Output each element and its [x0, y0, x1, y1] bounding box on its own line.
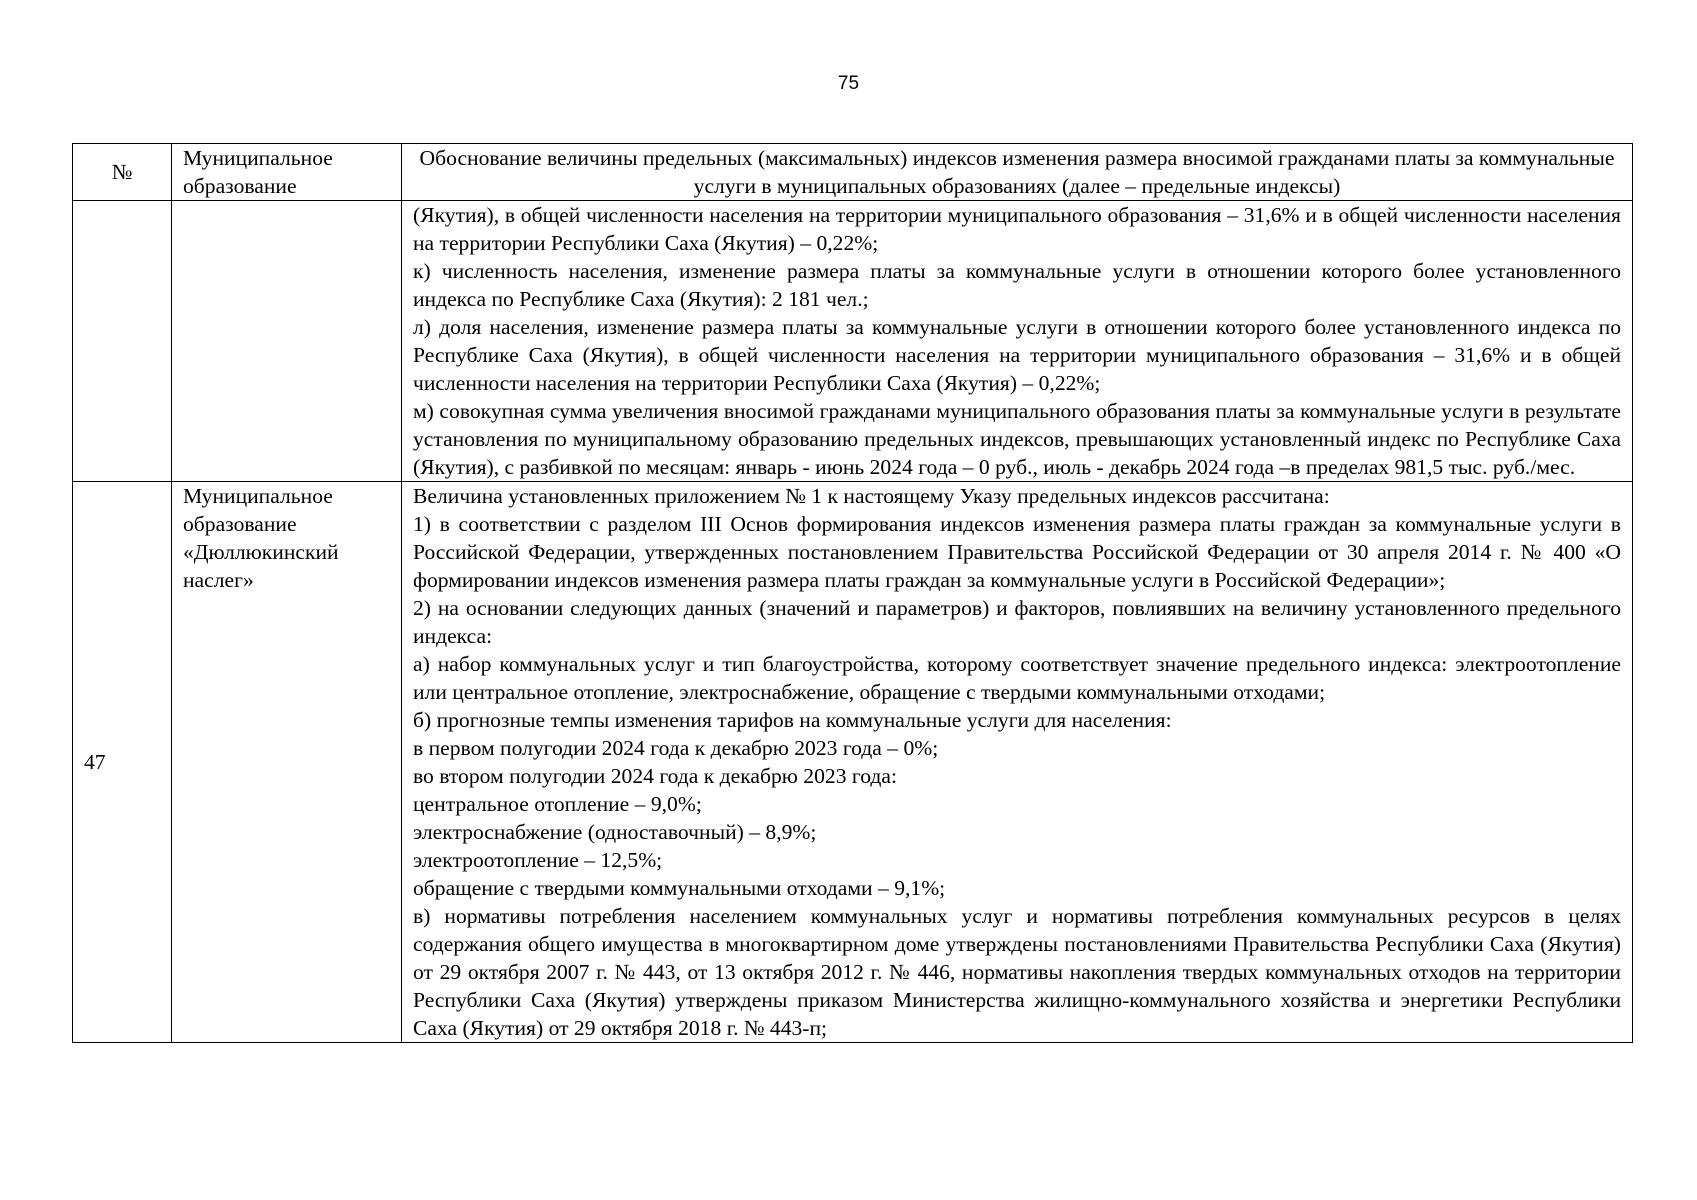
paragraph: м) совокупная сумма увеличения вносимой гражданами муниципального образования платы за коммунальные услуги в результате установления по муниципальному образованию предельных индексов, превышающих установленный индекс по Республике Саха (Якутия), с разбивкой по месяцам: январь - июнь 2024 года – 0 руб., июль - декабрь 2024 года –в пределах 981,5 тыс. руб./мес.	[413, 399, 1621, 479]
header-number: №	[73, 144, 172, 201]
paragraph: обращение с твердыми коммунальными отходами – 9,1%;	[413, 876, 946, 900]
row-number-cell	[73, 201, 172, 482]
paragraph: Величина установленных приложением № 1 к настоящему Указу предельных индексов рассчитана:	[413, 484, 1330, 508]
row-municipality-cell	[172, 482, 402, 1043]
table-row-47	[73, 482, 1633, 1043]
municipality-line: Муниципальное	[183, 484, 333, 508]
paragraph: электроотопление – 12,5%;	[413, 848, 663, 872]
municipality-line: наслег»	[183, 568, 254, 592]
paragraph: к) численность населения, изменение размера платы за коммунальные услуги в отношении которого более установленного индекса по Республике Саха (Якутия): 2 181 чел.;	[413, 259, 1621, 311]
paragraph: 1) в соответствии с разделом III Основ формирования индексов изменения размера платы граждан за коммунальные услуги в Российской Федерации, утвержденных постановлением Правительства Российской Федерации от 30 апреля 2014 г. № 400 «О формировании индексов изменения размера платы граждан за коммунальные услуги в Российской Федерации»;	[413, 512, 1621, 592]
paragraph: в первом полугодии 2024 года к декабрю 2023 года – 0%;	[413, 736, 939, 760]
row-number-cell: 47	[73, 482, 172, 1043]
paragraph: электроснабжение (одноставочный) – 8,9%;	[413, 820, 817, 844]
paragraph: л) доля населения, изменение размера платы за коммунальные услуги в отношении которого более установленного индекса по Республике Саха (Якутия), в общей численности населения на территории муниципального образования – 31,6% и в общей численности населения на территории Республики Саха (Якутия) – 0,22%;	[413, 315, 1621, 395]
page-number: 75	[837, 73, 860, 94]
paragraph: б) прогнозные темпы изменения тарифов на коммунальные услуги для населения:	[413, 708, 1172, 732]
row-justification-cell	[402, 201, 1633, 482]
header-municipality: Муниципальное образование	[172, 144, 402, 201]
table-header-row	[73, 144, 1633, 201]
paragraph: а) набор коммунальных услуг и тип благоустройства, которому соответствует значение предельного индекса: электроотопление или центральное отопление, электроснабжение, обращение с твердыми коммунальными отходами;	[413, 652, 1621, 704]
paragraph: в) нормативы потребления населением коммунальных услуг и нормативы потребления коммунальных ресурсов в целях содержания общего имущества в многоквартирном доме утверждены постановлениями Правительства Республики Саха (Якутия) от 29 октября 2007 г. № 443, от 13 октября 2012 г. № 446, нормативы накопления твердых коммунальных отходов на территории Республики Саха (Якутия) утверждены приказом Министерства жилищно-коммунального хозяйства и энергетики Республики Саха (Якутия) от 29 октября 2018 г. № 443-п;	[413, 904, 1621, 1040]
justification-table	[72, 143, 1633, 1043]
paragraph: центральное отопление – 9,0%;	[413, 792, 702, 816]
row-municipality-cell	[172, 201, 402, 482]
municipality-line: «Дюллюкинский	[183, 540, 339, 564]
paragraph: 2) на основании следующих данных (значений и параметров) и факторов, повлиявших на величину установленного предельного индекса:	[413, 596, 1621, 648]
paragraph: во втором полугодии 2024 года к декабрю 2023 года:	[413, 764, 897, 788]
row-justification-cell	[402, 482, 1633, 1043]
municipality-line: образование	[183, 512, 297, 536]
table-row-continuation	[73, 201, 1633, 482]
header-justification: Обоснование величины предельных (максимальных) индексов изменения размера вносимой гражданами платы за коммунальные услуги в муниципальных образованиях (далее – предельные индексы)	[402, 144, 1633, 201]
paragraph: (Якутия), в общей численности населения на территории муниципального образования – 31,6% и в общей численности населения на территории Республики Саха (Якутия) – 0,22%;	[413, 203, 1621, 255]
